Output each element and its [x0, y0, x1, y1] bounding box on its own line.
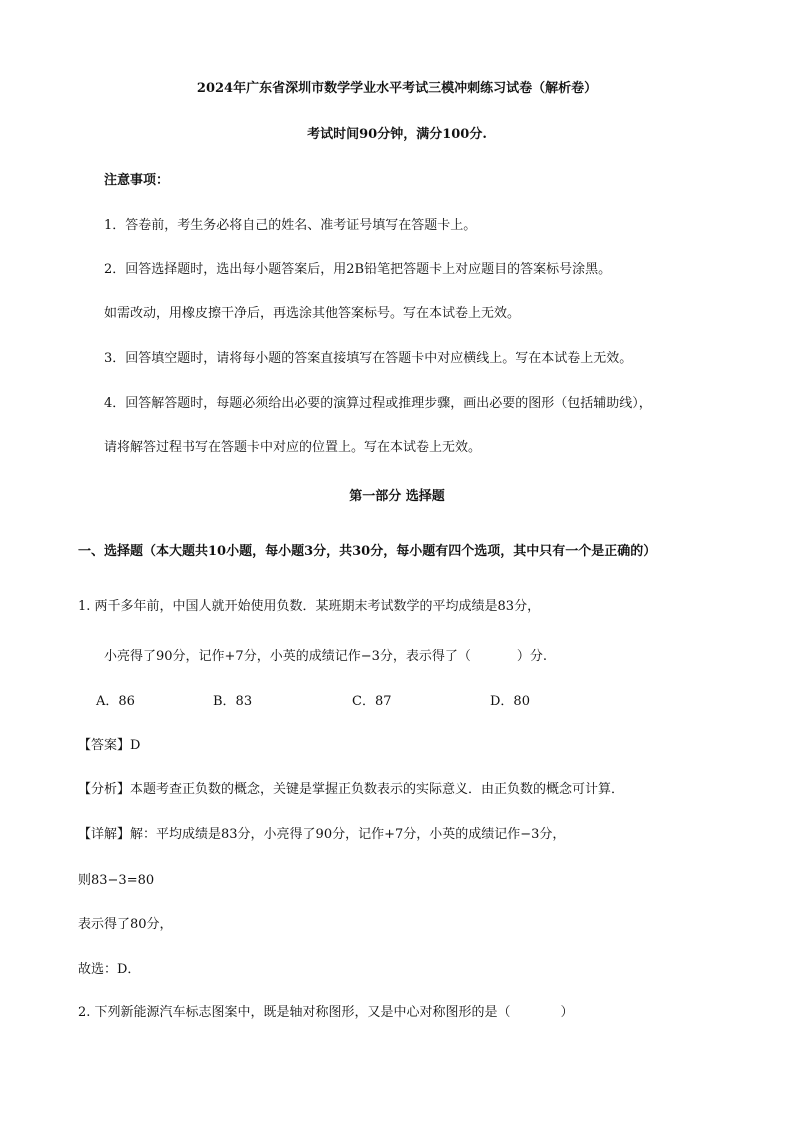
answer-value: D — [130, 738, 141, 753]
detail-text: 解：平均成绩是83分，小亮得了90分，记作+7分，小英的成绩记作−3分， — [130, 827, 566, 842]
question-2-stem-part-a: 2. 下列新能源汽车标志图案中，既是轴对称图形，又是中心对称图形的是（ — [78, 1005, 511, 1020]
question-1-stem-continued — [104, 648, 547, 666]
question-1-stem: 1. 两千多年前，中国人就开始使用负数．某班期末考试数学的平均成绩是83分， — [78, 599, 541, 614]
option-c: C．87 — [352, 694, 392, 709]
option-a: A．86 — [96, 694, 135, 709]
note-item-3: 3．回答填空题时，请将每小题的答案直接填写在答题卡中对应横线上。写在本试卷上无效。 — [104, 351, 633, 366]
conclusion-line: 故选：D． — [78, 962, 141, 977]
detail-line — [78, 826, 565, 844]
note-item-2: 2．回答选择题时，选出每小题答案后，用2B铅笔把答题卡上对应题目的答案标号涂黑。 — [104, 262, 612, 277]
result-line: 表示得了80分， — [78, 917, 173, 932]
detail-label: 【详解】 — [78, 827, 131, 842]
exam-time-info: 考试时间90分钟，满分100分. — [307, 127, 487, 142]
analysis-label: 【分析】 — [78, 782, 131, 797]
note-item-1: 1．答卷前，考生务必将自己的姓名、准考证号填写在答题卡上。 — [104, 218, 477, 233]
part-title: 第一部分 选择题 — [349, 489, 445, 504]
analysis-text: 本题考查正负数的概念，关键是掌握正负数表示的实际意义．由正负数的概念可计算． — [130, 782, 625, 797]
notes-heading: 注意事项： — [104, 173, 170, 188]
note-item-2-continued: 如需改动，用橡皮擦干净后，再选涂其他答案标号。写在本试卷上无效。 — [104, 306, 521, 321]
question-1-stem-part-b: ）分. — [516, 649, 548, 664]
document-title: 2024年广东省深圳市数学学业水平考试三模冲刺练习试卷（解析卷） — [196, 81, 598, 96]
analysis-line — [78, 781, 624, 799]
option-b: B．83 — [213, 694, 253, 709]
answer-line — [78, 737, 140, 755]
section-heading: 一、选择题（本大题共10小题，每小题3分，共30分，每小题有四个选项，其中只有一个是正确的） — [78, 544, 657, 559]
question-2-stem-part-b: ） — [560, 1005, 574, 1020]
note-item-4-continued: 请将解答过程书写在答题卡中对应的位置上。写在本试卷上无效。 — [104, 440, 482, 455]
question-2-stem — [78, 1004, 574, 1022]
answer-label: 【答案】 — [78, 738, 131, 753]
question-1-stem-part-a: 小亮得了90分，记作+7分，小英的成绩记作−3分，表示得了（ — [104, 649, 471, 664]
option-d: D．80 — [490, 694, 530, 709]
calculation-line: 则83−3=80 — [78, 873, 155, 888]
note-item-4: 4．回答解答题时，每题必须给出必要的演算过程或推理步骤，画出必要的图形（包括辅助线）， — [104, 396, 652, 411]
